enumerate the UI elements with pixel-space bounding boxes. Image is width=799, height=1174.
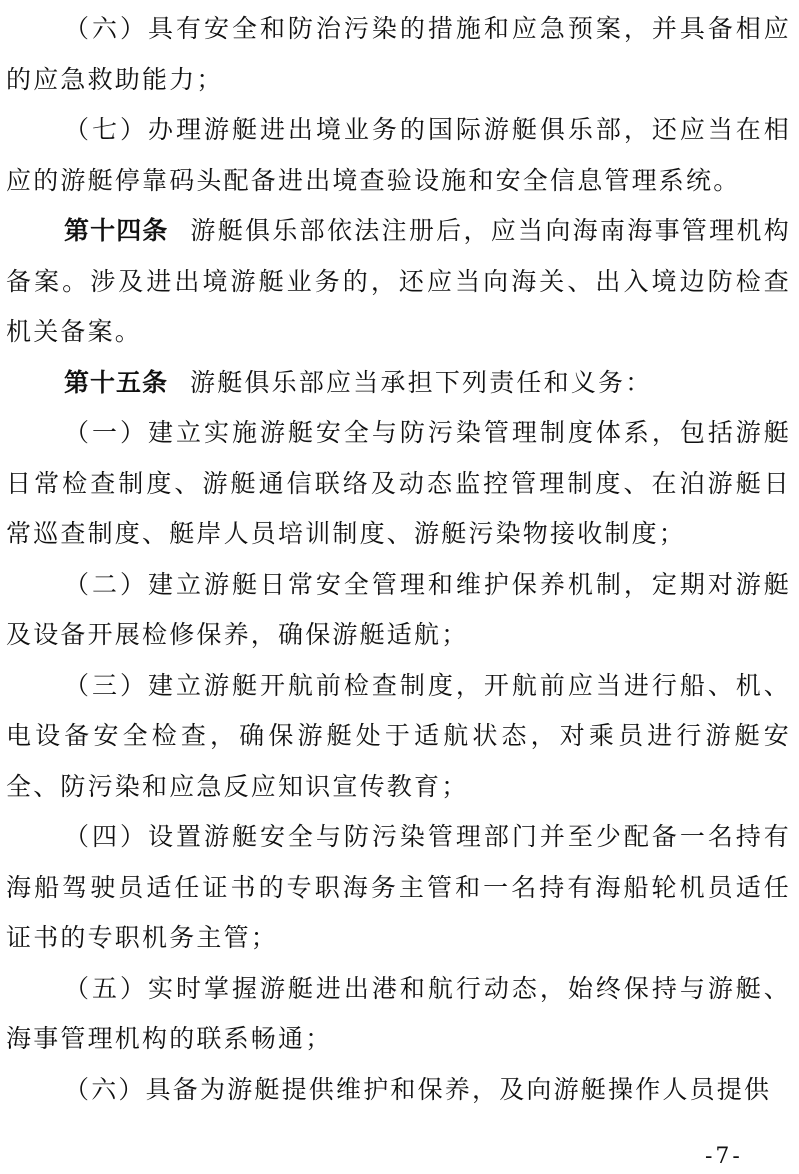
paragraph-text: 游艇俱乐部应当承担下列责任和义务： <box>190 367 653 397</box>
paragraph <box>6 812 791 964</box>
paragraph <box>6 661 791 813</box>
paragraph-text: （七）办理游艇进出境业务的国际游艇俱乐部，还应当在相应的游艇停靠码头配备进出境查验设施和安全信息管理系统。 <box>6 115 791 195</box>
paragraph-text: （一）建立实施游艇安全与防污染管理制度体系，包括游艇日常检查制度、游艇通信联络及动态监控管理制度、在泊游艇日常巡查制度、艇岸人员培训制度、游艇污染物接收制度； <box>6 418 791 548</box>
paragraph <box>6 105 791 206</box>
paragraph <box>6 560 791 661</box>
paragraph <box>6 1065 791 1116</box>
paragraph <box>6 964 791 1065</box>
paragraph-text: （四）设置游艇安全与防污染管理部门并至少配备一名持有海船驾驶员适任证书的专职海务主管和一名持有海船轮机员适任证书的专职机务主管； <box>6 822 791 952</box>
paragraph-text: 游艇俱乐部依法注册后，应当向海南海事管理机构备案。涉及进出境游艇业务的，还应当向海关、出入境边防检查机关备案。 <box>6 216 791 346</box>
paragraph-text: （五）实时掌握游艇进出港和航行动态，始终保持与游艇、海事管理机构的联系畅通； <box>6 973 791 1053</box>
paragraph <box>6 408 791 560</box>
paragraph-text: （三）建立游艇开航前检查制度，开航前应当进行船、机、电设备安全检查，确保游艇处于适航状态，对乘员进行游艇安全、防污染和应急反应知识宣传教育； <box>6 670 791 801</box>
article-heading: 第十五条 <box>64 367 169 397</box>
paragraph <box>6 4 791 105</box>
page-number: -7- <box>705 1144 743 1169</box>
paragraph-text: （二）建立游艇日常安全管理和维护保养机制，定期对游艇及设备开展检修保养，确保游艇适航； <box>6 569 791 649</box>
document-body <box>6 4 791 1115</box>
article-paragraph <box>6 206 791 358</box>
article-paragraph <box>6 358 791 409</box>
article-heading: 第十四条 <box>64 216 169 245</box>
paragraph-text: （六）具有安全和防治污染的措施和应急预案，并具备相应的应急救助能力； <box>6 14 791 94</box>
paragraph-text: （六）具备为游艇提供维护和保养，及向游艇操作人员提供 <box>64 1074 772 1104</box>
